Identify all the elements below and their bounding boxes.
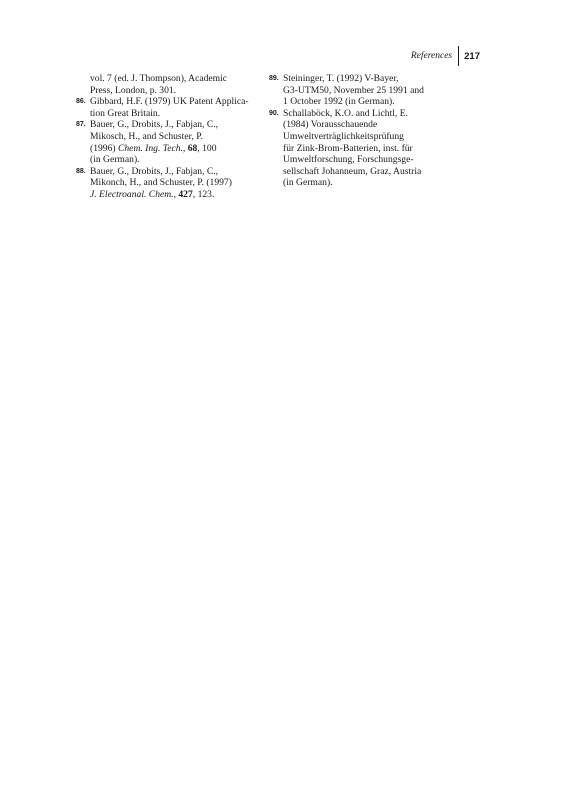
journal-volume: 68: [187, 142, 198, 154]
reference-number: 86.: [76, 98, 86, 106]
reference-line: Bauer, G., Drobits, J., Fabjan, C.,: [90, 119, 219, 131]
reference-87: [76, 119, 266, 165]
running-title: References: [410, 51, 453, 61]
reference-line: Gibbard, H.F. (1979) UK Patent Applica-: [90, 96, 249, 108]
reference-line: Press, London, p. 301.: [90, 84, 177, 96]
reference-line: Schallaböck, K.O. and Lichtl, E.: [283, 107, 408, 119]
reference-line: G3-UTM50, November 25 1991 and: [283, 84, 424, 96]
reference-line: vol. 7 (ed. J. Thompson), Academic: [90, 73, 228, 84]
reference-line: 1 October 1992 (in German).: [283, 96, 395, 108]
reference-line: Umweltverträglichkeitsprüfung: [283, 130, 404, 142]
reference-number: 87.: [76, 121, 86, 129]
reference-line: Steininger, T. (1992) V-Bayer,: [283, 73, 399, 84]
reference-line: Umweltforschung, Forschungsge-: [283, 154, 414, 166]
reference-line: sellschaft Johanneum, Graz, Austria: [283, 165, 422, 177]
reference-line: (in German).: [283, 177, 333, 189]
reference-line: [90, 189, 266, 201]
separator: ,: [182, 142, 188, 154]
journal-volume: 427: [178, 188, 193, 200]
reference-90: [269, 108, 459, 189]
running-header: [411, 46, 480, 66]
separator: ,: [173, 188, 179, 200]
reference-line: Mikosch, H., and Schuster, P.: [90, 130, 203, 142]
reference-line: [90, 143, 266, 155]
reference-86: [76, 96, 266, 119]
reference-line: (in German).: [90, 154, 140, 166]
reference-89: [269, 73, 459, 108]
page-number: 217: [464, 50, 480, 62]
journal-title: Chem. Ing. Tech.: [117, 142, 183, 154]
reference-88: [76, 166, 266, 201]
journal-pages: , 100: [197, 142, 217, 154]
journal-pages: , 123.: [192, 188, 215, 200]
reference-line: Mikonch, H., and Schuster, P. (1997): [90, 177, 232, 189]
reference-column-left: [76, 73, 266, 201]
reference-number: 89.: [269, 75, 279, 82]
reference-line: (1984) Vorausschauende: [283, 119, 378, 131]
journal-title: J. Electroanal. Chem.: [90, 188, 174, 200]
reference-number: 88.: [76, 167, 86, 175]
reference-continuation: [76, 73, 266, 96]
reference-line: Bauer, G., Drobits, J., Fabjan, C.,: [90, 165, 219, 177]
reference-line: für Zink-Brom-Batterien, inst. für: [283, 142, 413, 154]
reference-year: (1996): [90, 142, 118, 154]
reference-line: tion Great Britain.: [90, 107, 161, 119]
reference-number: 90.: [269, 109, 279, 117]
reference-column-right: [269, 73, 459, 189]
